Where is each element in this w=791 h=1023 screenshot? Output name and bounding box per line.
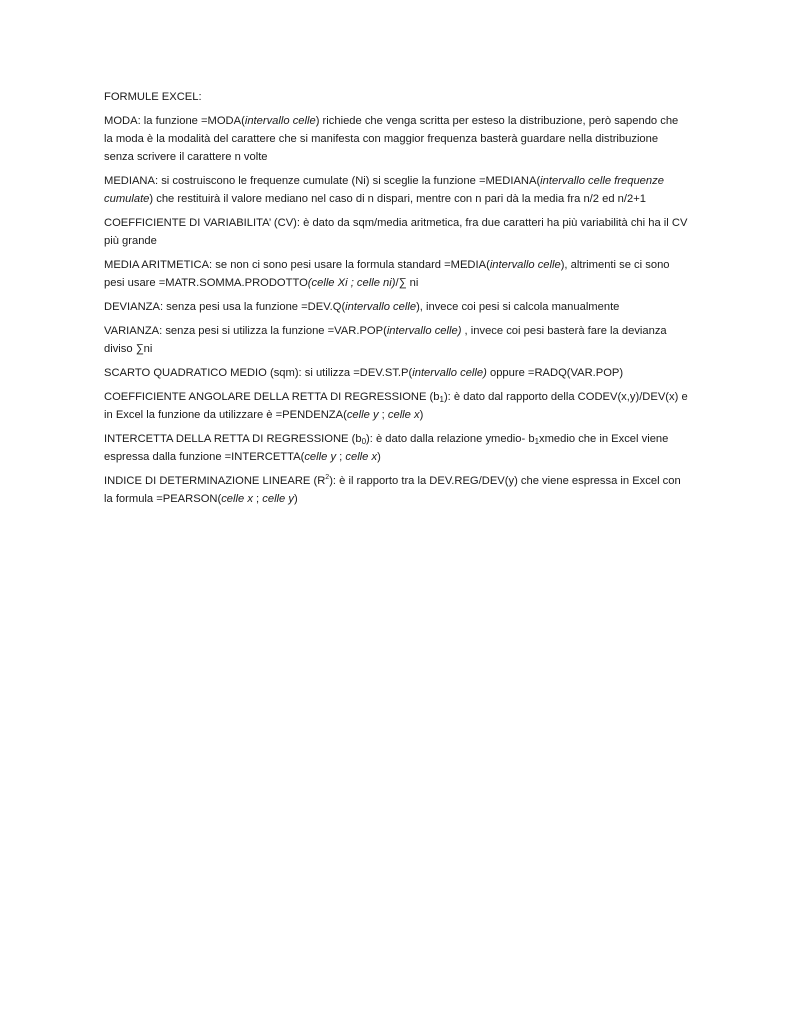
italic-text: intervallo celle) xyxy=(386,325,462,337)
text-segment: , invece coi pesi basterà fare la devianza diviso ∑ni xyxy=(104,325,667,355)
text-segment: INDICE DI DETERMINAZIONE LINEARE (R xyxy=(104,475,326,487)
subscript-text: 1 xyxy=(439,395,444,404)
text-segment: MEDIANA: si costruiscono le frequenze cumulate (Ni) si sceglie la funzione =MEDIANA( xyxy=(104,175,541,187)
italic-text: celle y xyxy=(304,451,337,463)
text-segment: COEFFICIENTE ANGOLARE DELLA RETTA DI REGRESSIONE (b xyxy=(104,391,440,403)
subscript-text: 1 xyxy=(534,437,540,446)
italic-text: celle y xyxy=(346,409,379,421)
italic-text: intervallo celle xyxy=(489,259,561,271)
text-segment: INTERCETTA DELLA RETTA DI REGRESSIONE (b xyxy=(104,433,362,445)
para-scarto-quadratico xyxy=(104,364,688,382)
text-segment: ) richiede che venga scritta per esteso la distribuzione, però sapendo che la moda è la modalità del carattere che si manifesta con maggior frequenza basterà guardare nella distribuzione senza scrivere il carattere n volte xyxy=(104,115,679,163)
text-segment: ): è dato dalla relazione ymedio- b xyxy=(366,433,535,445)
para-devianza xyxy=(104,298,688,316)
document-body xyxy=(104,88,688,514)
italic-text: celle x xyxy=(221,493,253,505)
text-segment: ; xyxy=(336,451,346,463)
text-segment: ): è dato dal rapporto della CODEV(x,y)/DEV(x) e in Excel la funzione da utilizzare è =PENDENZA( xyxy=(104,391,688,421)
para-mediana xyxy=(104,172,688,208)
text-segment: DEVIANZA: senza pesi usa la funzione =DEV.Q( xyxy=(104,301,346,313)
text-segment: SCARTO QUADRATICO MEDIO (sqm): si utilizza =DEV.ST.P( xyxy=(104,367,413,379)
text-segment: COEFFICIENTE DI VARIABILITA’ (CV): è dato da sqm/media aritmetica, fra due caratteri ha più variabilità chi ha il CV più grande xyxy=(104,217,688,247)
subscript-text: 0 xyxy=(361,437,367,446)
para-media-aritmetica xyxy=(104,256,688,292)
superscript-text: 2 xyxy=(325,474,330,481)
text-segment: /∑ ni xyxy=(395,277,419,289)
italic-text: celle x xyxy=(387,409,420,421)
text-segment: oppure =RADQ(VAR.POP) xyxy=(486,367,624,379)
para-intercetta xyxy=(104,430,688,466)
text-segment: MEDIA ARITMETICA: se non ci sono pesi usare la formula standard =MEDIA( xyxy=(104,259,490,271)
text-segment: xmedio che in Excel viene espressa dalla funzione =INTERCETTA( xyxy=(104,433,669,463)
para-coefficiente-variabilita xyxy=(104,214,688,250)
italic-text: celle y xyxy=(262,493,294,505)
italic-text: celle x xyxy=(345,451,378,463)
paragraph-list xyxy=(104,112,688,508)
para-coefficiente-angolare xyxy=(104,388,688,424)
para-indice-determinazione xyxy=(104,472,688,508)
text-segment: ), altrimenti se ci sono pesi usare =MATR.SOMMA.PRODOTTO xyxy=(104,259,670,289)
text-segment: ) xyxy=(419,409,424,421)
para-varianza xyxy=(104,322,688,358)
text-segment: ; xyxy=(252,493,263,505)
text-segment: MODA: la funzione =MODA( xyxy=(104,115,245,127)
italic-text: intervallo celle frequenze cumulate xyxy=(104,175,664,205)
text-segment: ; xyxy=(378,409,388,421)
text-segment: VARIANZA: senza pesi si utilizza la funzione =VAR.POP( xyxy=(104,325,387,337)
text-segment: ), invece coi pesi si calcola manualmente xyxy=(416,301,620,313)
italic-text: (celle Xi ; celle ni) xyxy=(307,277,396,289)
italic-text: intervallo celle) xyxy=(412,367,487,379)
text-segment: ): è il rapporto tra la DEV.REG/DEV(y) che viene espressa in Excel con la formula =PEARSON( xyxy=(104,475,681,505)
text-segment: ) xyxy=(293,493,298,505)
italic-text: intervallo celle xyxy=(244,115,316,127)
italic-text: intervallo celle xyxy=(345,301,417,313)
text-segment: ) xyxy=(377,451,381,463)
text-segment: ) che restituirà il valore mediano nel caso di n dispari, mentre con n pari dà la media fra n/2 ed n/2+1 xyxy=(149,193,646,205)
para-moda xyxy=(104,112,688,166)
document-heading: FORMULE EXCEL: xyxy=(104,91,202,103)
